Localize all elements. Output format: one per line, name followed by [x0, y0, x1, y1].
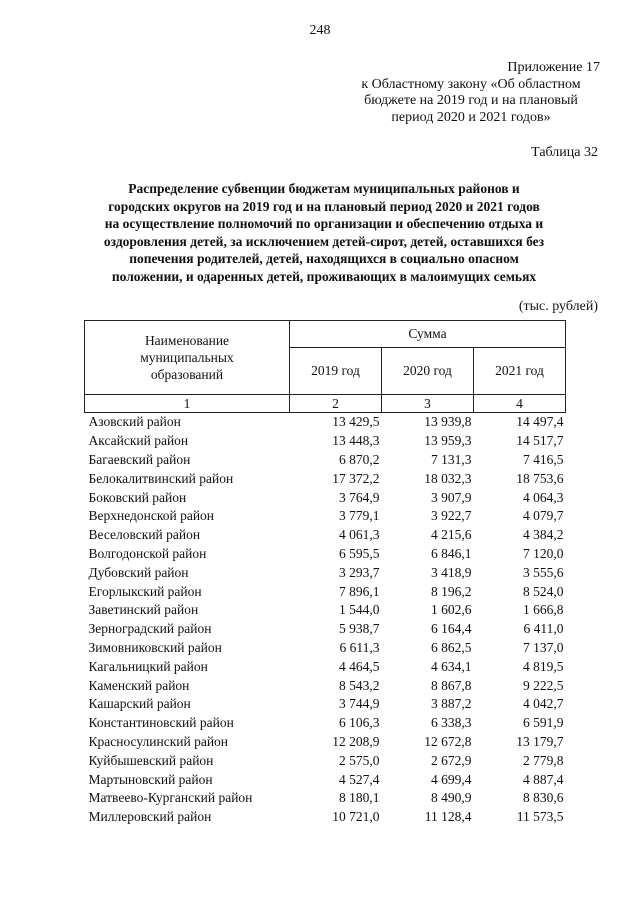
- page-number: 248: [309, 23, 331, 38]
- value-2020-cell: 8 196,2: [431, 583, 472, 599]
- municipality-name-cell: Аксайский район: [88, 433, 189, 449]
- title-line: Распределение субвенции бюджетам муниципальных районов и: [128, 181, 520, 196]
- municipality-name-cell: Веселовский район: [88, 527, 201, 543]
- value-2019-cell: 6 595,5: [339, 545, 380, 561]
- value-2020-cell: 6 846,1: [431, 545, 472, 561]
- appendix-line: к Областному закону «Об областном: [361, 76, 581, 92]
- header-name-line: муниципальных: [140, 350, 234, 365]
- value-2019-cell: 3 764,9: [339, 489, 380, 505]
- value-2021-cell: 7 416,5: [523, 451, 564, 467]
- value-2020-cell: 6 338,3: [431, 715, 472, 731]
- municipality-name-cell: Боковский район: [88, 489, 187, 505]
- value-2019-cell: 12 208,9: [332, 733, 380, 749]
- column-number-cell: 2: [290, 395, 382, 413]
- header-name-line: образований: [150, 367, 224, 382]
- value-2019-cell: 4 464,5: [339, 658, 380, 674]
- title-line: положении, и одаренных детей, проживающих в малоимущих семьях: [111, 268, 537, 284]
- column-number-cell: 3: [382, 395, 474, 413]
- value-2021-cell: 1 666,8: [523, 602, 564, 618]
- municipality-name-cell: Волгодонской район: [88, 545, 207, 561]
- value-2020-cell: 13 959,3: [424, 433, 472, 449]
- value-2021-cell: 4 887,4: [523, 771, 564, 787]
- value-2021-cell: 8 830,6: [523, 790, 564, 806]
- table-row: [85, 507, 566, 526]
- value-2021-cell: 14 517,7: [516, 433, 564, 449]
- value-2020-cell: 6 164,4: [431, 621, 472, 637]
- municipality-name-cell: Багаевский район: [88, 451, 191, 467]
- header-year-cell: 2019 год: [290, 348, 382, 395]
- value-2020-cell: 1 602,6: [431, 602, 472, 618]
- value-2020-cell: 11 128,4: [424, 809, 472, 825]
- table-row: [85, 451, 566, 470]
- value-2021-cell: 3 555,6: [523, 564, 564, 580]
- value-2019-cell: 5 938,7: [339, 621, 380, 637]
- title-line: на осуществление полномочий по организации и обеспечению отдыха и: [104, 216, 544, 232]
- value-2019-cell: 8 543,2: [339, 677, 380, 693]
- appendix-line: период 2020 и 2021 годов»: [391, 109, 551, 125]
- value-2020-cell: 3 907,9: [431, 489, 472, 505]
- value-2020-cell: 7 131,3: [431, 451, 472, 467]
- value-2021-cell: 8 524,0: [523, 583, 564, 599]
- title-line: попечения родителей, детей, находящихся в социально опасном: [129, 251, 519, 267]
- table-row: [85, 563, 566, 582]
- table-row: [85, 413, 566, 432]
- table-row: [85, 770, 566, 789]
- value-2020-cell: 4 215,6: [431, 527, 472, 543]
- value-2021-cell: 13 179,7: [516, 733, 564, 749]
- municipality-name-cell: Каменский район: [88, 677, 190, 693]
- municipality-name-cell: Мартыновский район: [88, 771, 213, 787]
- table-body: [85, 413, 566, 827]
- value-2019-cell: 4 061,3: [339, 527, 380, 543]
- municipality-name-cell: Егорлыкский район: [88, 583, 202, 599]
- value-2020-cell: 4 634,1: [431, 658, 472, 674]
- title-line: городских округов на 2019 год и на плановый период 2020 и 2021 годов: [108, 198, 540, 214]
- table-row: [85, 733, 566, 752]
- table-header: [85, 321, 566, 413]
- table-row: [85, 751, 566, 770]
- table-row: [85, 695, 566, 714]
- municipality-name-cell: Красносулинский район: [88, 733, 229, 749]
- value-2020-cell: 18 032,3: [424, 470, 472, 486]
- municipality-name-cell: Верхнедонской район: [88, 508, 215, 524]
- value-2021-cell: 7 137,0: [523, 639, 564, 655]
- subvention-table: [84, 320, 566, 827]
- value-2019-cell: 6 106,3: [339, 715, 380, 731]
- municipality-name-cell: Зимовниковский район: [88, 639, 222, 655]
- value-2021-cell: 18 753,6: [516, 470, 564, 486]
- value-2019-cell: 6 611,3: [339, 639, 380, 655]
- value-2020-cell: 12 672,8: [424, 733, 472, 749]
- municipality-name-cell: Константиновский район: [88, 715, 234, 731]
- table-row: [85, 620, 566, 639]
- table-row: [85, 789, 566, 808]
- value-2020-cell: 3 887,2: [431, 696, 472, 712]
- municipality-name-cell: Кашарский район: [88, 696, 191, 712]
- value-2021-cell: 11 573,5: [516, 809, 564, 825]
- value-2020-cell: 3 418,9: [431, 564, 472, 580]
- value-2021-cell: 9 222,5: [523, 677, 564, 693]
- municipality-name-cell: Заветинский район: [88, 602, 199, 618]
- header-year-cell: 2021 год: [474, 348, 566, 395]
- title-line: оздоровления детей, за исключением детей-сирот, детей, оставшихся без: [103, 233, 545, 249]
- table-row: [85, 639, 566, 658]
- table-row: [85, 676, 566, 695]
- value-2019-cell: 8 180,1: [339, 790, 380, 806]
- value-2019-cell: 13 448,3: [332, 433, 380, 449]
- value-2021-cell: 14 497,4: [516, 414, 564, 430]
- value-2020-cell: 13 939,8: [424, 414, 472, 430]
- table-row: [85, 526, 566, 545]
- municipality-name-cell: Азовский район: [88, 414, 181, 430]
- value-2021-cell: 4 819,5: [523, 658, 564, 674]
- value-2020-cell: 3 922,7: [431, 508, 472, 524]
- table-row: [85, 488, 566, 507]
- value-2019-cell: 17 372,2: [332, 470, 380, 486]
- value-2019-cell: 7 896,1: [339, 583, 380, 599]
- municipality-name-cell: Зерноградский район: [88, 621, 212, 637]
- value-2020-cell: 8 867,8: [431, 677, 472, 693]
- table-row: [85, 657, 566, 676]
- value-2019-cell: 13 429,5: [332, 414, 380, 430]
- column-number-cell: 1: [85, 395, 290, 413]
- appendix-line: бюджете на 2019 год и на плановый: [364, 93, 578, 108]
- table-row: [85, 582, 566, 601]
- appendix-line: Приложение 17: [507, 60, 600, 75]
- municipality-name-cell: Кагальницкий район: [88, 658, 208, 674]
- column-number-cell: 4: [474, 395, 566, 413]
- value-2019-cell: 4 527,4: [339, 771, 380, 787]
- value-2021-cell: 4 042,7: [523, 696, 564, 712]
- value-2021-cell: 2 779,8: [523, 752, 564, 768]
- value-2019-cell: 3 779,1: [339, 508, 380, 524]
- table-row: [85, 432, 566, 451]
- value-2020-cell: 4 699,4: [431, 771, 472, 787]
- value-2020-cell: 2 672,9: [431, 752, 472, 768]
- value-2021-cell: 6 591,9: [523, 715, 564, 731]
- table-number: Таблица 32: [531, 145, 598, 160]
- value-2019-cell: 3 293,7: [339, 564, 380, 580]
- value-2021-cell: 4 384,2: [523, 527, 564, 543]
- value-2019-cell: 10 721,0: [332, 809, 380, 825]
- value-2019-cell: 6 870,2: [339, 451, 380, 467]
- header-year-cell: 2020 год: [382, 348, 474, 395]
- value-2020-cell: 8 490,9: [431, 790, 472, 806]
- value-2020-cell: 6 862,5: [431, 639, 472, 655]
- table-title: [80, 180, 568, 286]
- table-row: [85, 808, 566, 827]
- value-2019-cell: 3 744,9: [339, 696, 380, 712]
- header-name-cell: [85, 321, 290, 395]
- header-name-line: Наименование: [144, 333, 230, 348]
- header-sum-cell: Сумма: [290, 321, 566, 348]
- municipality-name-cell: Дубовский район: [88, 564, 189, 580]
- municipality-name-cell: Миллеровский район: [88, 809, 212, 825]
- value-2021-cell: 6 411,0: [523, 621, 564, 637]
- value-2021-cell: 7 120,0: [523, 545, 564, 561]
- value-2019-cell: 2 575,0: [339, 752, 380, 768]
- value-2019-cell: 1 544,0: [339, 602, 380, 618]
- municipality-name-cell: Матвеево-Курганский район: [88, 790, 253, 806]
- table-row: [85, 714, 566, 733]
- table-row: [85, 601, 566, 620]
- table-row: [85, 469, 566, 488]
- value-2021-cell: 4 064,3: [523, 489, 564, 505]
- table-row: [85, 545, 566, 564]
- value-2021-cell: 4 079,7: [523, 508, 564, 524]
- municipality-name-cell: Белокалитвинский район: [88, 470, 234, 486]
- municipality-name-cell: Куйбышевский район: [88, 752, 214, 768]
- appendix-note: [340, 60, 602, 126]
- units-label: (тыс. рублей): [518, 299, 598, 314]
